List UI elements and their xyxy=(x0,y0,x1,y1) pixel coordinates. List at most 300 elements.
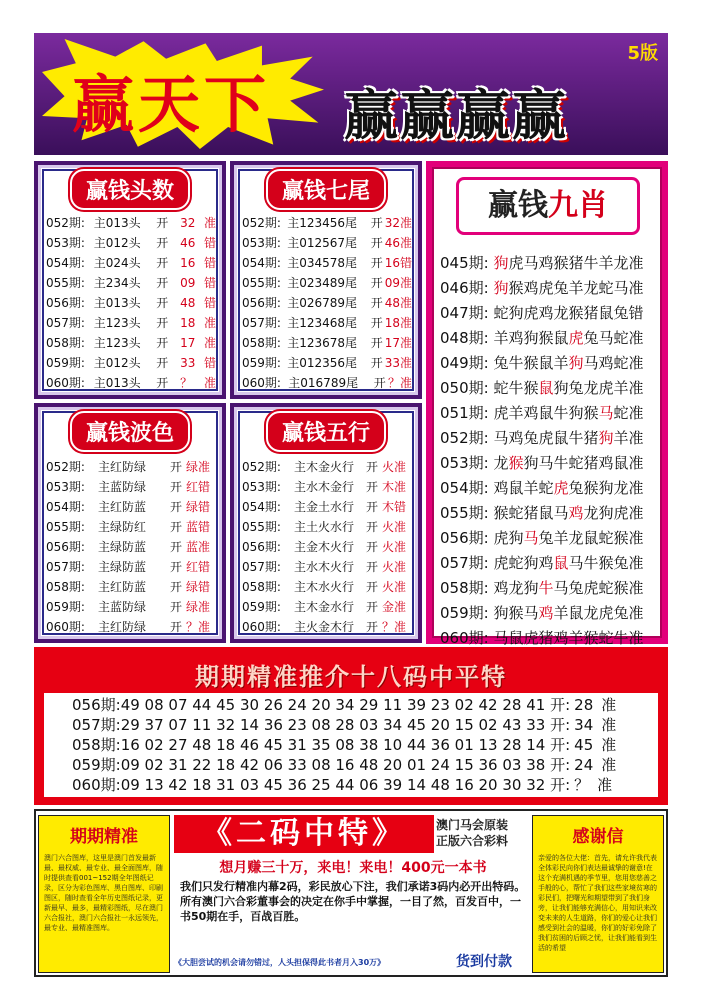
list-item xyxy=(46,577,216,597)
kai-label: 开 xyxy=(156,256,169,270)
period: 059期: xyxy=(242,600,281,614)
period: 054期: xyxy=(242,256,281,270)
mid-sub-1: 澳门马会原装 xyxy=(436,818,509,832)
numbers: 29 37 07 11 32 14 36 23 08 28 03 34 45 20 15 02 43 33 xyxy=(120,716,546,734)
period: 052期: xyxy=(46,216,85,230)
kai-label: 开 xyxy=(370,316,383,330)
list-item xyxy=(242,353,412,373)
status: 准 xyxy=(601,696,617,714)
period: 054期: xyxy=(46,500,85,514)
prediction: 主蓝防绿 xyxy=(98,480,147,494)
period: 057期: xyxy=(242,316,281,330)
period: 058期: xyxy=(440,579,489,597)
zodiac-highlight: 鸡 xyxy=(568,504,584,522)
header-banner xyxy=(34,33,668,155)
kai-label: 开 xyxy=(156,316,169,330)
list-item xyxy=(46,213,216,233)
zodiac-pre: 羊鸡狗猴鼠 xyxy=(493,329,569,347)
status: 准 xyxy=(203,376,216,390)
period: 055期: xyxy=(440,504,489,522)
result: 32 xyxy=(180,216,196,230)
period: 051期: xyxy=(440,404,489,422)
zodiac-pre: 鸡鼠羊蛇 xyxy=(493,479,554,497)
kai-label: 开 xyxy=(156,356,169,370)
period: 052期: xyxy=(440,429,489,447)
panel-qi-wei xyxy=(230,161,422,399)
period: 049期: xyxy=(440,354,489,372)
period: 059期: xyxy=(242,356,281,370)
panel-title: 赢钱波色 xyxy=(70,411,190,452)
period: 060期: xyxy=(242,376,281,390)
prediction: 主红防蓝 xyxy=(98,580,147,594)
thanks-text: 亲爱的各位大佬：首先，请允许我代表全体彩民向你们表达最诚挚的谢意!在这个充满机遇的季节里，您用您慈善之手般的心，帮忙了我们这些家境贫寒的彩民们，把曙光和期望带到了我们身旁，让我们能够充满信心，用知识来改变未来的人生道路，你们的爱心让我们感受到社会的温暖，你们的好彩免除了我们贫困的后顾之忧，让我们能看到生活的希望 xyxy=(538,854,657,952)
table-row xyxy=(44,715,658,735)
wu-xing-rows xyxy=(242,457,412,637)
kai-label: 开 xyxy=(366,480,379,494)
zodiac-post: 龙狗虎准 xyxy=(583,504,644,522)
prediction: 主016789尾 xyxy=(288,376,359,390)
period: 048期: xyxy=(440,329,489,347)
prediction: 主123456尾 xyxy=(287,216,358,230)
period: 052期: xyxy=(242,216,281,230)
period: 052期: xyxy=(242,460,281,474)
left-ad-text: 澳门六合图库，这里是澳门首发最新最、最权威、最专业、最全面图库，随时提供查看001~152期全年图纸记录，区分为彩色图库、黑白图库、印刷图区，随时查看全年历史图纸记录，更新最早、最多，最精彩图纸，尽在澳门六合报社，澳门六合报社一永远领先，最专业、最精准图库。 xyxy=(44,854,163,932)
table-row xyxy=(44,735,658,755)
list-item xyxy=(46,537,216,557)
list-item xyxy=(46,517,216,537)
list-item xyxy=(46,477,216,497)
period: 060期: xyxy=(46,376,85,390)
list-item xyxy=(46,313,216,333)
period: 056期: xyxy=(72,696,121,714)
result: 火准 xyxy=(382,460,407,474)
zodiac-highlight: 狗 xyxy=(568,354,584,372)
prediction: 主火金木行 xyxy=(294,620,355,634)
zodiac-pre: 猴蛇猪鼠马 xyxy=(493,504,569,522)
result: 火准 xyxy=(382,540,407,554)
list-item xyxy=(46,497,216,517)
period: 055期: xyxy=(242,276,281,290)
list-item xyxy=(440,401,644,426)
list-item xyxy=(46,597,216,617)
status: 准 xyxy=(597,776,613,794)
result: 木错 xyxy=(382,500,407,514)
period: 060期: xyxy=(242,620,281,634)
zodiac-pre: 兔牛猴鼠羊 xyxy=(493,354,569,372)
zodiac-highlight: 鸡 xyxy=(538,604,554,622)
zodiac-highlight: 牛 xyxy=(538,579,554,597)
list-item xyxy=(242,293,412,313)
list-item xyxy=(440,426,644,451)
kai-label: 开 xyxy=(370,216,383,230)
list-item xyxy=(242,597,412,617)
result: 蓝错 xyxy=(186,520,211,534)
result: 46 xyxy=(180,236,196,250)
period: 056期: xyxy=(46,540,85,554)
period: 057期: xyxy=(72,716,121,734)
kai-label: 开 xyxy=(366,620,379,634)
qi-wei-rows xyxy=(242,213,412,393)
zodiac-pre: 虎蛇狗鸡 xyxy=(493,554,554,572)
zodiac-post: 狗兔龙虎羊准 xyxy=(553,379,644,397)
zodiac-highlight: 猴 xyxy=(508,454,524,472)
zodiac-highlight: 鼠 xyxy=(553,554,569,572)
status: 准 xyxy=(601,716,617,734)
kai-label: 开: xyxy=(550,756,571,774)
zodiac-pre: 蛇牛猴 xyxy=(493,379,539,397)
kai-label: 开 xyxy=(170,580,183,594)
zodiac-pre: 狗猴马 xyxy=(493,604,539,622)
numbers: 09 13 42 18 31 03 45 36 25 44 06 39 14 48 16 20 30 32 xyxy=(120,776,546,794)
prediction: 主金木火行 xyxy=(294,540,355,554)
period: 059期: xyxy=(440,604,489,622)
result: 24 xyxy=(574,756,594,774)
list-item xyxy=(242,373,412,393)
zodiac-pre: 蛇狗虎鸡龙猴猪鼠兔错 xyxy=(493,304,644,322)
status: 错 xyxy=(203,356,216,370)
result: 绿准 xyxy=(186,460,211,474)
prediction: 主金土水行 xyxy=(294,500,355,514)
panel-title: 赢钱头数 xyxy=(70,169,190,210)
period: 054期: xyxy=(46,256,85,270)
period: 053期: xyxy=(242,480,281,494)
kai-label: 开 xyxy=(156,336,169,350)
result: 蓝准 xyxy=(186,540,211,554)
list-item xyxy=(242,213,412,233)
prediction: 主123头 xyxy=(93,336,141,350)
result: 33准 xyxy=(384,356,412,370)
result: 48准 xyxy=(384,296,412,310)
status: 准 xyxy=(601,736,617,754)
eighteen-code-banner xyxy=(34,647,668,805)
period: 058期: xyxy=(46,580,85,594)
zodiac-post: 马牛猴兔准 xyxy=(568,554,644,572)
prediction: 主234头 xyxy=(93,276,141,290)
list-item xyxy=(46,617,216,637)
period: 059期: xyxy=(46,356,85,370)
mid-note: 《大胆尝试的机会请勿错过，人头担保得此书者月入30万》 xyxy=(174,958,386,967)
kai-label: 开: xyxy=(550,696,571,714)
prediction: 主012356尾 xyxy=(287,356,358,370)
period: 060期: xyxy=(440,629,489,647)
zodiac-highlight: 马 xyxy=(523,529,539,547)
result: ？准 xyxy=(387,376,412,390)
kai-label: 开 xyxy=(156,376,169,390)
kai-label: 开 xyxy=(170,620,183,634)
prediction: 主蓝防绿 xyxy=(98,600,147,614)
result: 金准 xyxy=(382,600,407,614)
zodiac-post: 猴鸡虎兔羊龙蛇马准 xyxy=(508,279,644,297)
jiu-xiao-rows xyxy=(440,251,644,651)
thanks-title: 感谢信 xyxy=(572,827,624,847)
list-item xyxy=(46,373,216,393)
result: 16 xyxy=(180,256,196,270)
list-item xyxy=(440,451,644,476)
period: 050期: xyxy=(440,379,489,397)
prediction: 主红防绿 xyxy=(98,620,147,634)
kai-label: 开 xyxy=(366,560,379,574)
kai-label: 开 xyxy=(366,600,379,614)
list-item xyxy=(242,557,412,577)
prediction: 主木水火行 xyxy=(294,580,355,594)
slogan: 赢赢赢赢 xyxy=(344,84,568,147)
result: 33 xyxy=(180,356,196,370)
result: 32准 xyxy=(384,216,412,230)
period: 058期: xyxy=(46,336,85,350)
panel-jiu-xiao xyxy=(426,161,668,647)
list-item xyxy=(46,293,216,313)
prediction: 主土火水行 xyxy=(294,520,355,534)
result: 18 xyxy=(180,316,196,330)
prediction: 主013头 xyxy=(93,296,141,310)
result: 17 xyxy=(180,336,196,350)
kai-label: 开 xyxy=(170,600,183,614)
prediction: 主012567尾 xyxy=(287,236,358,250)
kai-label: 开 xyxy=(370,236,383,250)
kai-label: 开 xyxy=(370,356,383,370)
bottom-section xyxy=(34,809,668,977)
kai-label: 开 xyxy=(170,460,183,474)
kai-label: 开 xyxy=(366,520,379,534)
period: 057期: xyxy=(242,560,281,574)
period: 059期: xyxy=(46,600,85,614)
result: 绿错 xyxy=(186,500,211,514)
zodiac-highlight: 鼠 xyxy=(538,379,554,397)
list-item xyxy=(440,301,644,326)
prediction: 主013头 xyxy=(93,376,141,390)
kai-label: 开 xyxy=(366,460,379,474)
zodiac-post: 兔羊龙鼠蛇猴准 xyxy=(538,529,644,547)
status: 错 xyxy=(203,236,216,250)
page xyxy=(34,33,668,977)
result: 18准 xyxy=(384,316,412,330)
status: 错 xyxy=(203,276,216,290)
mid-sub-2: 正版六合彩料 xyxy=(436,834,509,848)
status: 准 xyxy=(601,756,617,774)
list-item xyxy=(242,333,412,353)
zodiac-highlight: 马 xyxy=(598,404,614,422)
status: 准 xyxy=(203,336,216,350)
panel-title: 赢钱九肖 xyxy=(456,177,640,235)
numbers: 16 02 27 48 18 46 45 31 35 08 38 10 44 36 01 13 28 14 xyxy=(120,736,546,754)
zodiac-post: 马兔虎蛇猴准 xyxy=(553,579,644,597)
period: 055期: xyxy=(46,520,85,534)
prediction: 主123468尾 xyxy=(287,316,358,330)
zodiac-pre: 马鸡兔虎鼠牛猪 xyxy=(493,429,599,447)
list-item xyxy=(46,253,216,273)
prediction: 主水木火行 xyxy=(294,560,355,574)
list-item xyxy=(242,617,412,637)
list-item xyxy=(46,233,216,253)
result: 46准 xyxy=(384,236,412,250)
result: 45 xyxy=(574,736,594,754)
zodiac-post: 兔猴狗龙准 xyxy=(568,479,644,497)
period: 056期: xyxy=(46,296,85,310)
middle-ad xyxy=(174,815,532,973)
panel-tou-shu xyxy=(34,161,226,399)
result: 09 xyxy=(180,276,196,290)
kai-label: 开: xyxy=(550,736,571,754)
kai-label: 开 xyxy=(373,376,386,390)
zodiac-highlight: 虎 xyxy=(568,329,584,347)
period: 053期: xyxy=(242,236,281,250)
bo-se-rows xyxy=(46,457,216,637)
list-item xyxy=(242,273,412,293)
erma-title: 《二码中特》 xyxy=(174,815,434,853)
prediction: 主123678尾 xyxy=(287,336,358,350)
prediction: 主绿防蓝 xyxy=(98,560,147,574)
result: 16错 xyxy=(384,256,412,270)
result: 28 xyxy=(574,696,594,714)
list-item xyxy=(46,333,216,353)
zodiac-post: 蛇准 xyxy=(613,404,644,422)
list-item xyxy=(440,526,644,551)
status: 准 xyxy=(203,316,216,330)
zodiac-pre: 马鼠虎猪鸡羊猴蛇牛准 xyxy=(493,629,644,647)
zodiac-highlight: 狗 xyxy=(493,254,509,272)
period: 057期: xyxy=(440,554,489,572)
price-line: 想月赚三十万，来电！来电！400元一本书 xyxy=(219,860,487,876)
zodiac-highlight: 狗 xyxy=(493,279,509,297)
left-ad-box xyxy=(38,815,170,973)
list-item xyxy=(440,551,644,576)
zodiac-pre: 鸡龙狗 xyxy=(493,579,539,597)
table-row xyxy=(44,695,658,715)
prediction: 主013头 xyxy=(93,216,141,230)
period: 055期: xyxy=(242,520,281,534)
period: 052期: xyxy=(46,460,85,474)
result: ？准 xyxy=(186,620,211,634)
banner-title: 期期精准推介十八码中平特 xyxy=(195,663,507,691)
kai-label: 开 xyxy=(366,580,379,594)
page-title: 赢天下 xyxy=(72,68,271,141)
kai-label: 开 xyxy=(156,236,169,250)
period: 056期: xyxy=(242,540,281,554)
list-item xyxy=(242,537,412,557)
zodiac-post: 狗马牛蛇猪鸡鼠准 xyxy=(523,454,644,472)
period: 057期: xyxy=(46,560,85,574)
result: ？ xyxy=(180,376,193,390)
result: 48 xyxy=(180,296,196,310)
list-item xyxy=(242,457,412,477)
kai-label: 开 xyxy=(370,296,383,310)
cash-on-delivery-label: 货到付款 xyxy=(456,954,512,970)
prediction: 主024头 xyxy=(93,256,141,270)
period: 046期: xyxy=(440,279,489,297)
zodiac-post: 羊准 xyxy=(613,429,644,447)
period: 058期: xyxy=(72,736,121,754)
result: 绿准 xyxy=(186,600,211,614)
prediction: 主木金火行 xyxy=(294,460,355,474)
period: 060期: xyxy=(72,776,121,794)
list-item xyxy=(46,557,216,577)
eighteen-code-rows xyxy=(44,693,658,795)
zodiac-post: 虎马鸡猴猪牛羊龙准 xyxy=(508,254,644,272)
kai-label: 开 xyxy=(170,500,183,514)
list-item xyxy=(242,253,412,273)
list-item xyxy=(242,577,412,597)
result: 红错 xyxy=(186,560,211,574)
mid-body-text: 我们只发行精准内幕2码，彩民放心下注，我们承诺3码内必开出特码。所有澳门六合彩董事会的决定在你手中掌握，一目了然，百发百中，一书50期在手，百战百胜。 xyxy=(180,880,526,923)
period: 058期: xyxy=(242,580,281,594)
kai-label: 开: xyxy=(550,776,571,794)
list-item xyxy=(242,517,412,537)
prediction: 主012头 xyxy=(93,356,141,370)
prediction: 主绿防蓝 xyxy=(98,540,147,554)
status: 错 xyxy=(203,296,216,310)
kai-label: 开: xyxy=(550,716,571,734)
kai-label: 开 xyxy=(370,276,383,290)
period: 055期: xyxy=(46,276,85,290)
result: 火准 xyxy=(382,560,407,574)
prediction: 主绿防红 xyxy=(98,520,147,534)
kai-label: 开 xyxy=(156,276,169,290)
kai-label: 开 xyxy=(156,216,169,230)
list-item xyxy=(242,497,412,517)
result: 红错 xyxy=(186,480,211,494)
kai-label: 开 xyxy=(170,520,183,534)
kai-label: 开 xyxy=(366,500,379,514)
period: 058期: xyxy=(242,336,281,350)
list-item xyxy=(46,457,216,477)
list-item xyxy=(440,576,644,601)
result: 火准 xyxy=(382,580,407,594)
status: 错 xyxy=(203,256,216,270)
list-item xyxy=(440,276,644,301)
period: 056期: xyxy=(242,296,281,310)
zodiac-highlight: 虎 xyxy=(553,479,569,497)
panel-wu-xing xyxy=(230,403,422,643)
prediction: 主水木金行 xyxy=(294,480,355,494)
period: 053期: xyxy=(46,236,85,250)
period: 059期: xyxy=(72,756,121,774)
result: 绿错 xyxy=(186,580,211,594)
prediction: 主木金水行 xyxy=(294,600,355,614)
table-row xyxy=(44,755,658,775)
prediction: 主红防蓝 xyxy=(98,500,147,514)
prediction: 主026789尾 xyxy=(287,296,358,310)
list-item xyxy=(242,313,412,333)
period: 054期: xyxy=(440,479,489,497)
zodiac-post: 兔马蛇准 xyxy=(583,329,644,347)
zodiac-post: 羊鼠龙虎兔准 xyxy=(553,604,644,622)
panel-bo-se xyxy=(34,403,226,643)
result: 09准 xyxy=(384,276,412,290)
list-item xyxy=(440,476,644,501)
period: 047期: xyxy=(440,304,489,322)
list-item xyxy=(440,601,644,626)
period: 045期: xyxy=(440,254,489,272)
numbers: 09 02 31 22 18 42 06 33 08 16 48 20 01 24 15 36 03 38 xyxy=(120,756,546,774)
prediction: 主123头 xyxy=(93,316,141,330)
kai-label: 开 xyxy=(170,480,183,494)
zodiac-pre: 虎狗 xyxy=(493,529,524,547)
zodiac-pre: 虎羊鸡鼠牛狗猴 xyxy=(493,404,599,422)
table-row xyxy=(44,775,658,795)
list-item xyxy=(46,353,216,373)
result: ？准 xyxy=(382,620,407,634)
kai-label: 开 xyxy=(366,540,379,554)
list-item xyxy=(440,326,644,351)
tou-shu-rows xyxy=(46,213,216,393)
list-item xyxy=(46,273,216,293)
prediction: 主023489尾 xyxy=(287,276,358,290)
list-item xyxy=(242,477,412,497)
prediction: 主红防绿 xyxy=(98,460,147,474)
prediction: 主034578尾 xyxy=(287,256,358,270)
period: 053期: xyxy=(440,454,489,472)
kai-label: 开 xyxy=(170,540,183,554)
